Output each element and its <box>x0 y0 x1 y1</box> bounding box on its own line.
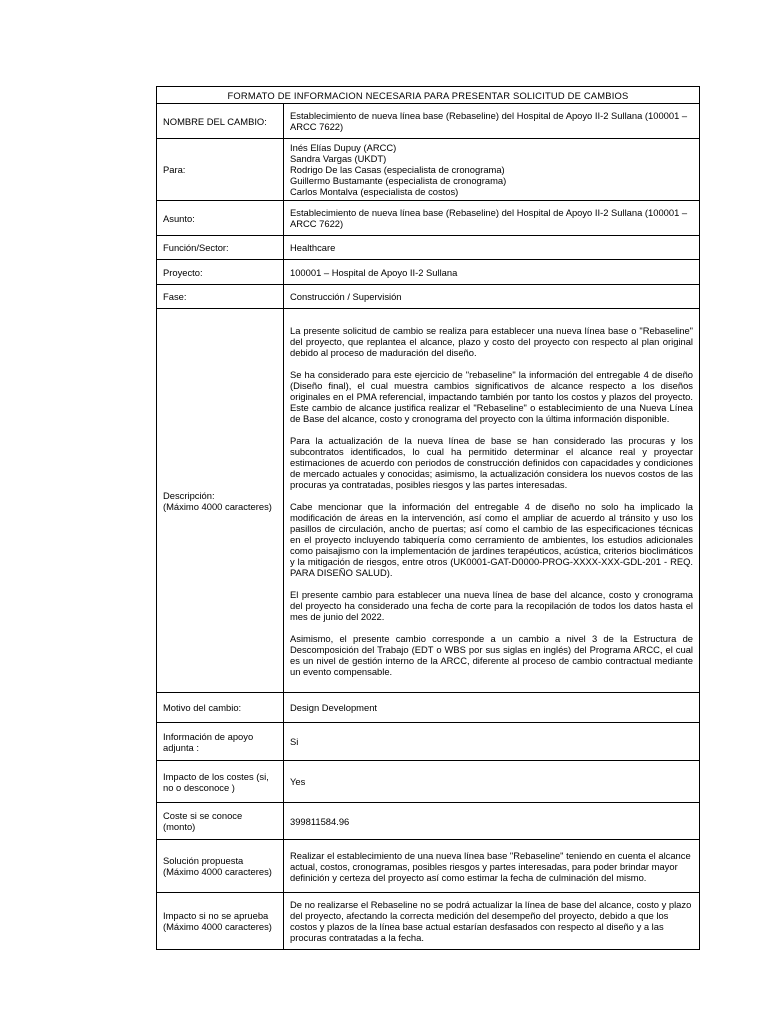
label-text: NOMBRE DEL CAMBIO: <box>163 115 267 127</box>
row-para <box>157 139 700 201</box>
recipient: Carlos Montalva (especialista de costos) <box>290 186 459 197</box>
label-proyecto: Proyecto: <box>157 260 284 285</box>
value-para <box>284 139 700 201</box>
row-nombre <box>157 104 700 139</box>
label-motivo: Motivo del cambio: <box>157 693 284 723</box>
label-apoyo: Información de apoyo adjunta : <box>157 723 284 761</box>
form-title: FORMATO DE INFORMACION NECESARIA PARA PRESENTAR SOLICITUD DE CAMBIOS <box>157 87 700 104</box>
label-coste: Coste si se conoce (monto) <box>157 803 284 840</box>
value-funcion: Healthcare <box>284 236 700 260</box>
description-paragraph: Se ha considerado para este ejercicio de "rebaseline" la información del entregable 4 de diseño (Diseño final), el cual muestra cambios significativos de alcance respecto a los diseños originales en el PMA referencial, impactando también por tanto los costos y plazos del proyecto. Este cambio de alcance justifica realizar el "Rebaseline" o establecimiento de una Nueva Línea de Base del alcance, costo y cronograma del proyecto con la última información disponible. <box>290 368 693 424</box>
value-impacto-costes: Yes <box>284 761 700 803</box>
description-paragraph: El presente cambio para establecer una nueva línea de base del alcance, costo y cronograma del proyecto ha considerado una fecha de corte para la recopilación de todos los datos hasta el mes de junio del 2022. <box>290 588 693 622</box>
row-funcion <box>157 236 700 260</box>
row-proyecto <box>157 260 700 285</box>
value-impacto-no: De no realizarse el Rebaseline no se podrá actualizar la línea de base del alcance, costo y plazo del proyecto, afectando la correcta medición del desempeño del proyecto, debido a que los costos y plazos de la línea base actual estarían desfasados con respecto al diseño y a las procuras contratadas a la fecha. <box>284 893 700 950</box>
row-motivo <box>157 693 700 723</box>
label-fase: Fase: <box>157 285 284 309</box>
value-apoyo: Si <box>284 723 700 761</box>
description-paragraph: Para la actualización de la nueva línea de base se han considerado las procuras y los subcontratos identificados, lo cual ha permitido determinar el alcance real y proyectar estimaciones de acuerdo con periodos de construcción definidos con capacidades y condiciones de mercado actuales y conocidas; asimismo, la actualización considera los nuevos costos de las procuras ya contratadas, posibles riesgos y las partes interesadas. <box>290 434 693 490</box>
row-descripcion <box>157 309 700 693</box>
recipient: Rodrigo De las Casas (especialista de cronograma) <box>290 164 505 175</box>
label-descripcion: Descripción: (Máximo 4000 caracteres) <box>157 309 284 693</box>
change-request-form <box>156 86 700 950</box>
description-paragraph: Asimismo, el presente cambio corresponde a un cambio a nivel 3 de la Estructura de Descomposición del Trabajo (EDT o WBS por sus siglas en inglés) del Programa ARCC, el cual es un nivel de gestión interno de la ARCC, diferente al proceso de cambio contractual mediante un evento compensable. <box>290 632 693 677</box>
value-proyecto: 100001 – Hospital de Apoyo II-2 Sullana <box>284 260 700 285</box>
label-para: Para: <box>157 139 284 201</box>
recipient: Guillermo Bustamante (especialista de cronograma) <box>290 175 507 186</box>
value-motivo: Design Development <box>284 693 700 723</box>
value-descripcion <box>284 309 700 693</box>
label-asunto: Asunto: <box>157 201 284 236</box>
description-paragraph: Cabe mencionar que la información del entregable 4 de diseño no solo ha implicado la modificación de áreas en la intervención, así como el ampliar de acuerdo al tránsito y uso los pasillos de circulación, ancho de puertas; así como el cambio de las especificaciones técnicas en el proyecto incluyendo tabiquería como cerramiento de ambientes, los estudios adicionales como paisajismo con la implementación de jardines terapéuticos, acústica, criterios bioclimáticos y la mitigación de riesgos, entre otros (UK0001-GAT-D0000-PROG-XXXX-XXX-GDL-201 - REQ. PARA DISEÑO SALUD). <box>290 500 693 578</box>
row-solucion <box>157 840 700 893</box>
value-asunto: Establecimiento de nueva línea base (Rebaseline) del Hospital de Apoyo II-2 Sullana (100001 – ARCC 7622) <box>284 201 700 236</box>
label-solucion: Solución propuesta (Máximo 4000 caracteres) <box>157 840 284 893</box>
description-paragraph: La presente solicitud de cambio se realiza para establecer una nueva línea base o "Rebaseline" del proyecto, que replantea el alcance, plazo y costo del proyecto con respecto al plan original debido al proceso de maduración del diseño. <box>290 324 693 358</box>
value-coste: 399811584.96 <box>284 803 700 840</box>
row-impacto-costes <box>157 761 700 803</box>
label-impacto-costes: Impacto de los costes (si, no o desconoce ) <box>157 761 284 803</box>
value-nombre: Establecimiento de nueva línea base (Rebaseline) del Hospital de Apoyo II-2 Sullana (100001 – ARCC 7622) <box>284 104 700 139</box>
label-impacto-no: Impacto si no se aprueba (Máximo 4000 caracteres) <box>157 893 284 950</box>
row-asunto <box>157 201 700 236</box>
value-fase: Construcción / Supervisión <box>284 285 700 309</box>
row-coste <box>157 803 700 840</box>
recipient: Sandra Vargas (UKDT) <box>290 153 387 164</box>
row-impacto-no <box>157 893 700 950</box>
value-solucion: Realizar el establecimiento de una nueva línea base "Rebaseline" teniendo en cuenta el alcance actual, costos, cronogramas, posibles riesgos y partes interesadas, para poder brindar mayor definición y certeza del proyecto así como estimar la fecha de culminación del mismo. <box>284 840 700 893</box>
row-apoyo <box>157 723 700 761</box>
label-funcion: Función/Sector: <box>157 236 284 260</box>
label-nombre <box>157 104 284 139</box>
row-fase <box>157 285 700 309</box>
recipient: Inés Elías Dupuy (ARCC) <box>290 142 397 153</box>
